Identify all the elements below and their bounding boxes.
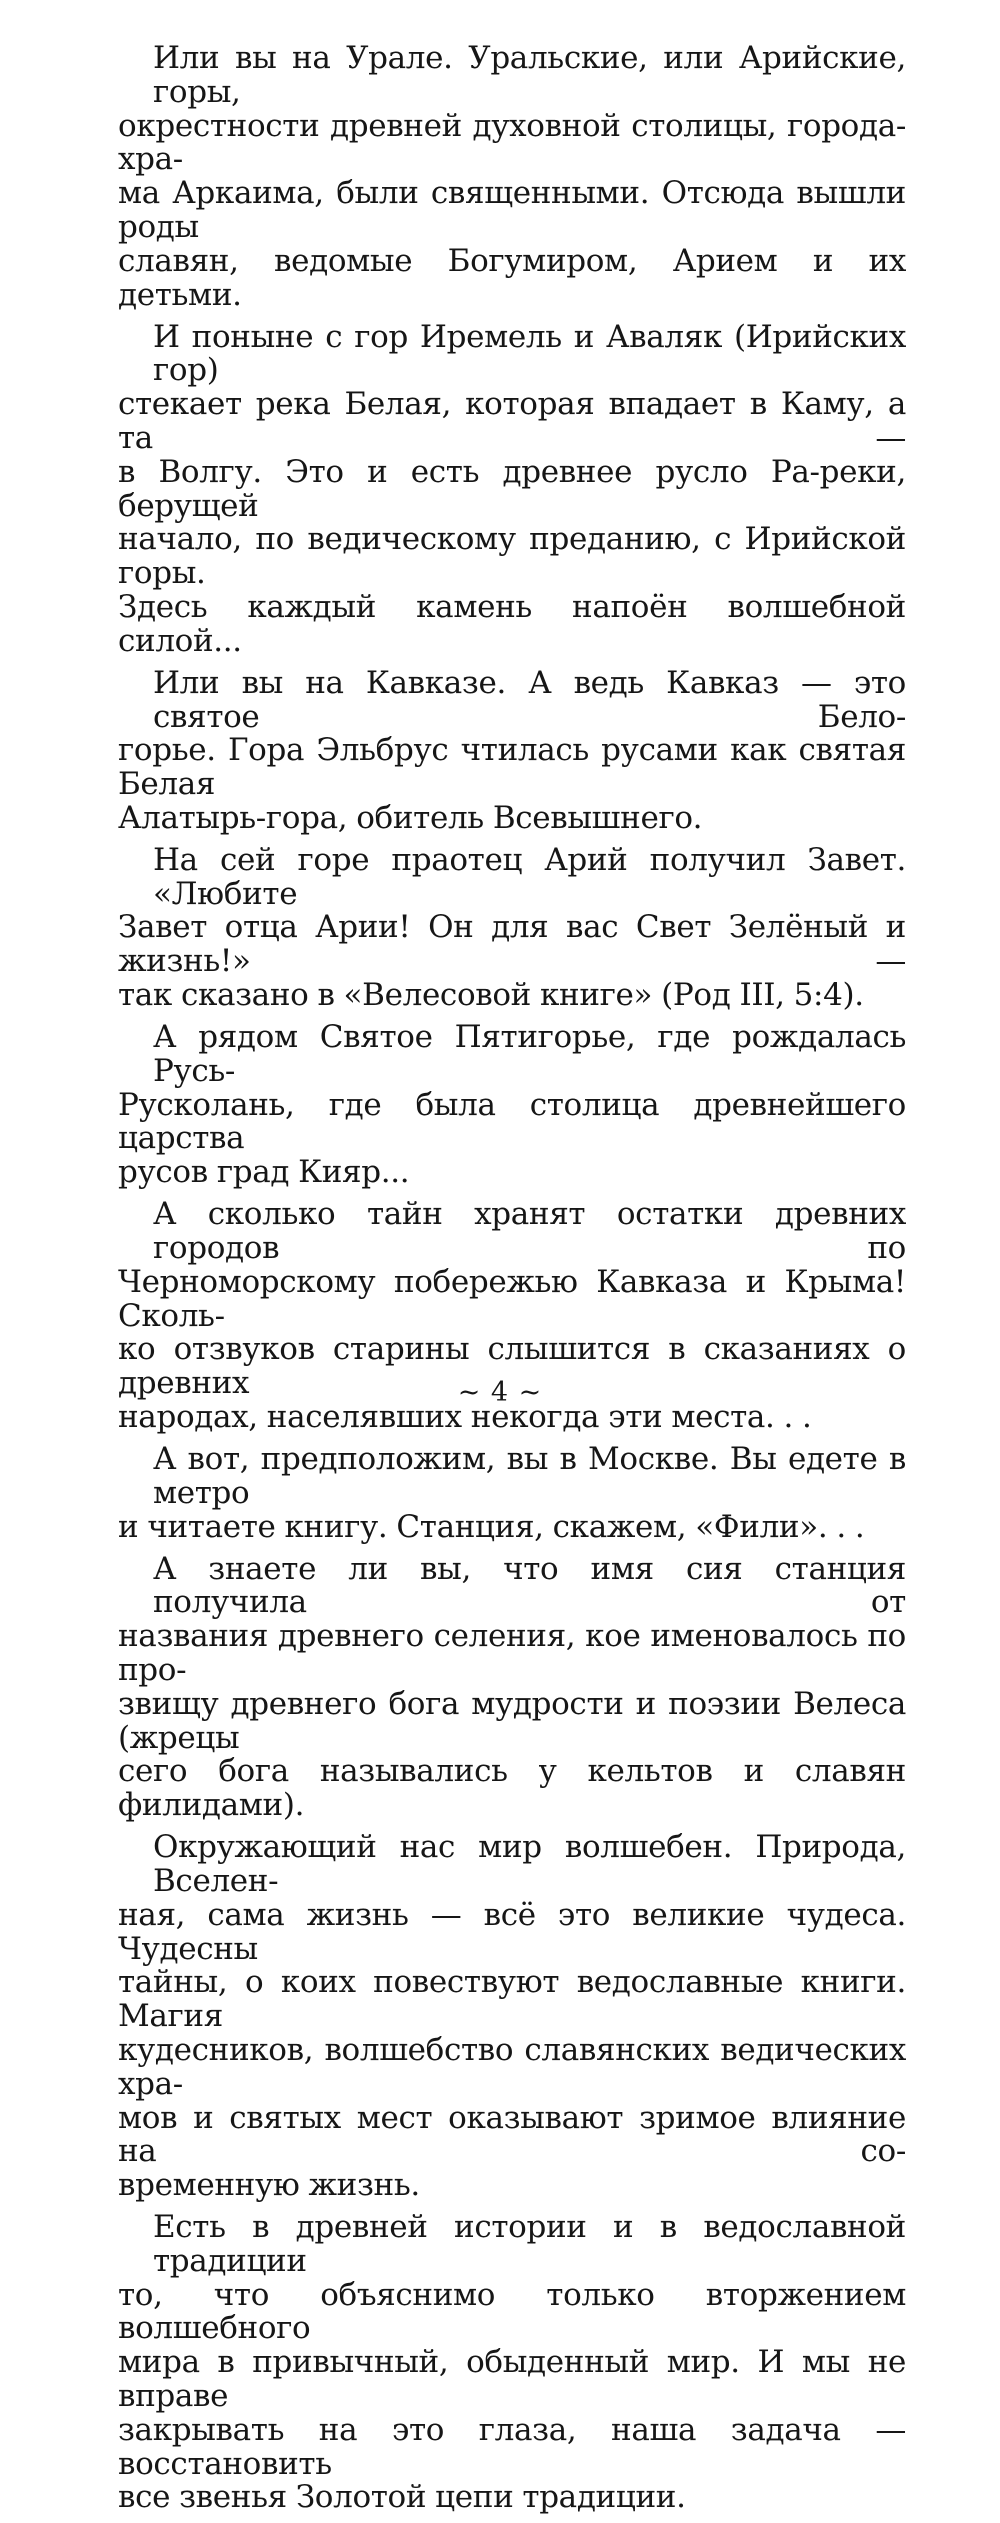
paragraph <box>118 1550 906 1824</box>
text-line: стекает река Белая, которая впадает в Каму, а та — <box>118 386 906 456</box>
paragraph <box>118 1831 906 2203</box>
text-line: ко отзвуков старины слышится в сказаниях о древних <box>118 1331 906 1402</box>
text-line: то, что объяснимо только вторжением волшебного <box>118 2276 906 2347</box>
text-line: Здесь каждый камень напоён волшебной силой... <box>118 588 906 659</box>
paragraph <box>118 2211 906 2515</box>
text-line: ма Аркаима, были священными. Отсюда вышли роды <box>118 175 906 245</box>
text-line: На сей горе праотец Арий получил Завет. «Любите <box>153 841 906 912</box>
text-line: славян, ведомые Богумиром, Арием и их детьми. <box>118 242 906 313</box>
text-line: А вот, предположим, вы в Москве. Вы едете в метро <box>153 1441 906 1511</box>
text-line: Есть в древней истории и в ведославной традиции <box>153 2209 906 2279</box>
text-line: Или вы на Урале. Уральские, или Арийские, горы, <box>153 40 906 110</box>
text-line: А знаете ли вы, что имя сия станция получила от <box>153 1550 906 1621</box>
text-line: звищу древнего бога мудрости и поэзии Велеса (жрецы <box>118 1685 906 1756</box>
book-page-body <box>118 42 906 2523</box>
text-line: ная, сама жизнь — всё это великие чудеса. Чудесны <box>118 1896 906 1967</box>
text-line: закрывать на это глаза, наша задача — восстановить <box>118 2411 906 2482</box>
text-line: мира в привычный, обыденный мир. И мы не вправе <box>118 2344 906 2415</box>
paragraph <box>118 42 906 312</box>
text-line: окрестности древней духовной столицы, города-хра- <box>118 107 906 178</box>
paragraph <box>118 318 906 659</box>
text-line: А сколько тайн хранят остатки древних городов по <box>153 1196 906 1267</box>
text-line: кудесников, волшебство славянских ведических хра- <box>118 2031 906 2102</box>
page-number: ~ 4 ~ <box>457 1377 543 1408</box>
paragraph <box>118 841 906 1014</box>
text-line: русов град Кияр... <box>118 1154 410 1191</box>
text-line: И поныне с гор Иремель и Аваляк (Ирийских гор) <box>153 318 906 389</box>
text-line: Завет отца Арии! Он для вас Свет Зелёный и жизнь!» — <box>118 909 906 980</box>
text-line: А рядом Святое Пятигорье, где рождалась Русь- <box>153 1019 906 1089</box>
text-line: народах, населявших некогда эти места. . . <box>118 1399 812 1436</box>
text-line: так сказано в «Велесовой книге» (Род III, 5:4). <box>118 977 864 1014</box>
text-line: сего бога назывались у кельтов и славян филидами). <box>118 1753 906 1824</box>
text-line: Окружающий нас мир волшебен. Природа, Вселен- <box>153 1829 906 1899</box>
text-line: начало, по ведическому преданию, с Ирийской горы. <box>118 521 906 592</box>
text-line: Или вы на Кавказе. А ведь Кавказ — это святое Бело- <box>153 664 906 735</box>
text-line: тайны, о коих повествуют ведославные книги. Магия <box>118 1964 906 2035</box>
text-line: и читаете книгу. Станция, скажем, «Фили». . . <box>118 1508 865 1545</box>
text-line: горье. Гора Эльбрус чтилась русами как святая Белая <box>118 732 906 803</box>
paragraph <box>118 1021 906 1190</box>
text-line: Алатырь-гора, обитель Всевышнего. <box>118 799 703 836</box>
paragraph <box>118 1443 906 1544</box>
text-line: в Волгу. Это и есть древнее русло Ра-реки, берущей <box>118 453 906 524</box>
text-line: временную жизнь. <box>118 2167 420 2204</box>
text-line: Русколань, где была столица древнейшего царства <box>118 1086 906 1157</box>
text-line: Черноморскому побережью Кавказа и Крыма! Сколь- <box>118 1263 906 1334</box>
text-line: мов и святых мест оказывают зримое влияние на со- <box>118 2099 906 2170</box>
text-line: названия древнего селения, кое именовалось по про- <box>118 1618 906 1688</box>
text-line: все звенья Золотой цепи традиции. <box>118 2479 686 2516</box>
paragraph <box>118 664 906 836</box>
